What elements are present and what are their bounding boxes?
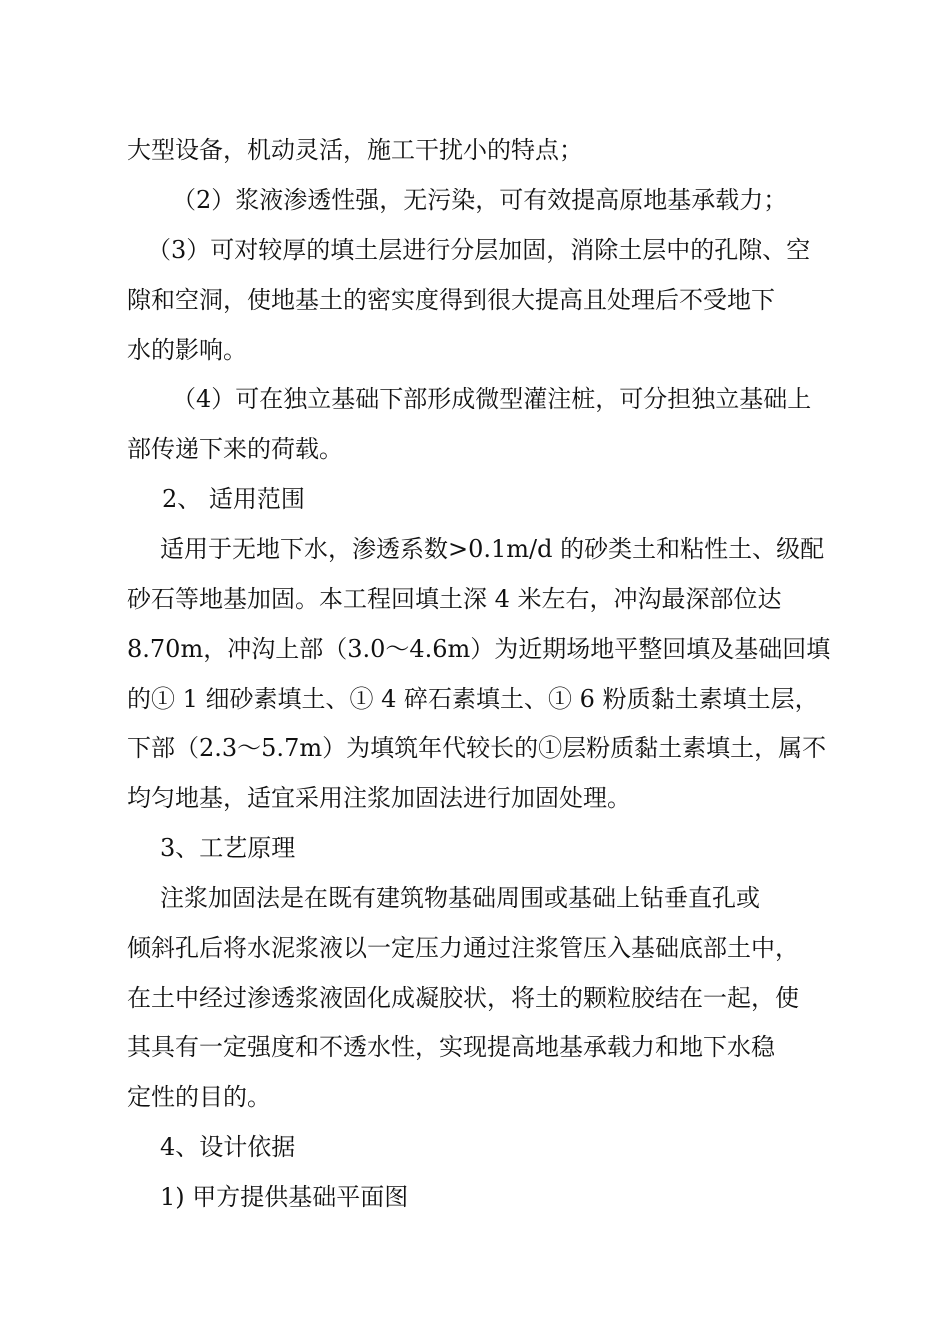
paragraph-line: 8.70m，冲沟上部（3.0～4.6m）为近期场地平整回填及基础回填 xyxy=(127,635,831,663)
paragraph-line: 均匀地基，适宜采用注浆加固法进行加固处理。 xyxy=(127,784,631,812)
paragraph-line: 水的影响。 xyxy=(127,336,247,364)
list-item-3: （3）可对较厚的填土层进行分层加固，消除土层中的孔隙、空 xyxy=(147,236,811,264)
paragraph-line: 砂石等地基加固。本工程回填土深 4 米左右，冲沟最深部位达 xyxy=(127,585,782,613)
paragraph-line: 适用于无地下水，渗透系数>0.1m/d 的砂类土和粘性土、级配 xyxy=(160,535,825,563)
paragraph-line: 大型设备，机动灵活，施工干扰小的特点； xyxy=(127,136,583,164)
section-heading-4: 4、设计依据 xyxy=(160,1133,296,1161)
paragraph-line: 定性的目的。 xyxy=(127,1083,271,1111)
section-heading-3: 3、工艺原理 xyxy=(160,834,296,862)
paragraph-line: 隙和空洞，使地基土的密实度得到很大提高且处理后不受地下 xyxy=(127,286,775,314)
list-item-4: （4）可在独立基础下部形成微型灌注桩，可分担独立基础上 xyxy=(172,385,812,413)
paragraph-line: 在土中经过渗透浆液固化成凝胶状，将土的颗粒胶结在一起，使 xyxy=(127,984,799,1012)
list-item-2: （2）浆液渗透性强，无污染，可有效提高原地基承载力； xyxy=(172,186,788,214)
paragraph-line: 倾斜孔后将水泥浆液以一定压力通过注浆管压入基础底部土中， xyxy=(127,934,799,962)
section-heading-2: 2、 适用范围 xyxy=(162,485,305,513)
paragraph-line: 的① 1 细砂素填土、① 4 碎石素填土、① 6 粉质黏土素填土层， xyxy=(127,685,819,713)
paragraph-line: 其具有一定强度和不透水性，实现提高地基承载力和地下水稳 xyxy=(127,1033,775,1061)
paragraph-line: 部传递下来的荷载。 xyxy=(127,435,343,463)
paragraph-line: 注浆加固法是在既有建筑物基础周围或基础上钻垂直孔或 xyxy=(160,884,760,912)
list-item-basis-1: 1) 甲方提供基础平面图 xyxy=(160,1183,409,1211)
paragraph-line: 下部（2.3～5.7m）为填筑年代较长的①层粉质黏土素填土，属不 xyxy=(127,734,827,762)
